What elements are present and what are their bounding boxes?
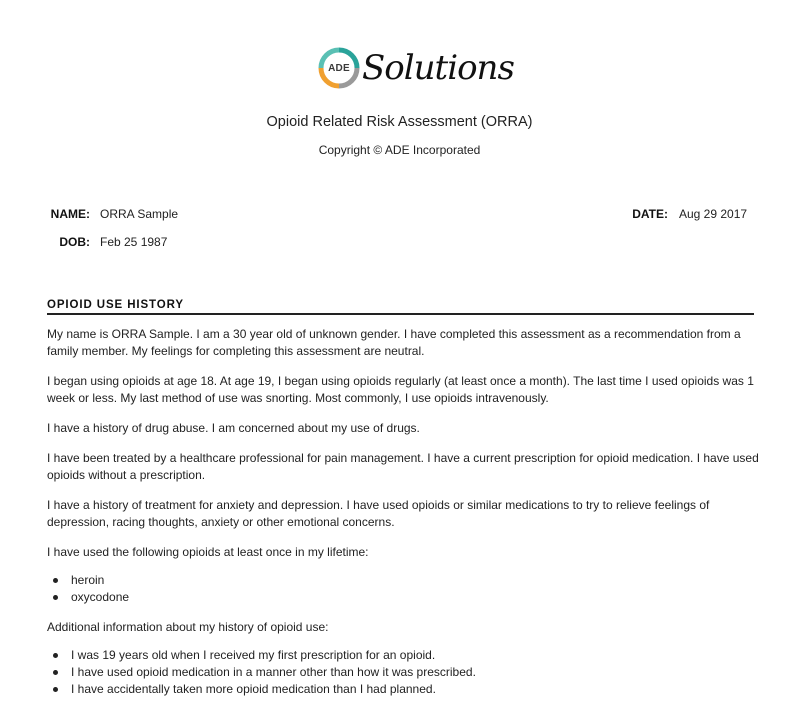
section-content <box>47 326 759 711</box>
paragraph: I began using opioids at age 18. At age 19, I began using opioids regularly (at least once a month). The last time I used opioids was 1 week or less. My last method of use was snorting. Most commonly, I use opioids intravenously. <box>47 374 754 405</box>
name-label: NAME: <box>50 207 90 221</box>
dob-value: Feb 25 1987 <box>100 235 168 249</box>
date-value: Aug 29 2017 <box>679 207 748 221</box>
paragraph: Additional information about my history of opioid use: <box>47 620 329 634</box>
list-item: I have used opioid medication in a manner other than how it was prescribed. <box>47 664 759 681</box>
list-item: I have accidentally taken more opioid medication than I had planned. <box>47 681 759 698</box>
paragraph: I have a history of treatment for anxiety and depression. I have used opioids or similar medications to try to relieve feelings of depression, racing thoughts, anxiety or other emotional concerns. <box>47 498 710 529</box>
paragraph: My name is ORRA Sample. I am a 30 year old of unknown gender. I have completed this assessment as a recommendation from a family member. My feelings for completing this assessment are neutral. <box>47 327 741 358</box>
logo-abbr: ADE <box>328 62 350 74</box>
additional-info-list <box>47 647 759 698</box>
paragraph: I have a history of drug abuse. I am concerned about my use of drugs. <box>47 421 420 435</box>
list-item: oxycodone <box>47 589 759 606</box>
ade-logo <box>317 44 514 92</box>
date-label: DATE: <box>632 207 668 221</box>
page-title: Opioid Related Risk Assessment (ORRA) <box>266 114 533 130</box>
name-value: ORRA Sample <box>100 207 179 221</box>
dob-label: DOB: <box>59 235 90 249</box>
list-item: I was 19 years old when I received my first prescription for an opioid. <box>47 647 759 664</box>
paragraph: I have been treated by a healthcare professional for pain management. I have a current prescription for opioid medication. I have used opioids without a prescription. <box>47 451 759 482</box>
copyright-text: Copyright © ADE Incorporated <box>318 143 481 157</box>
opioids-list <box>47 572 759 606</box>
logo-wordmark: Solutions <box>362 48 514 88</box>
paragraph: I have used the following opioids at least once in my lifetime: <box>47 545 369 559</box>
section-heading: OPIOID USE HISTORY <box>47 299 754 315</box>
logo-ring-icon <box>317 46 361 90</box>
list-item: heroin <box>47 572 759 589</box>
